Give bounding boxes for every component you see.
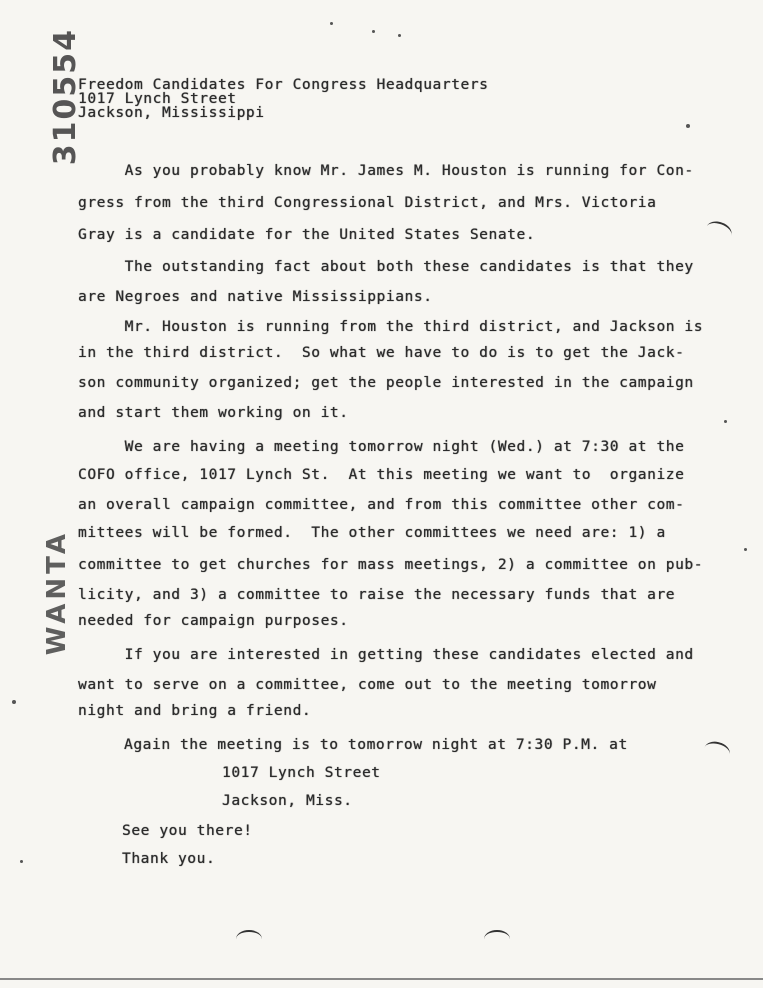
closing-reminder: Again the meeting is to tomorrow night at 7:30 P.M. at xyxy=(124,737,628,753)
scan-speck xyxy=(398,34,401,37)
body-line: mittees will be formed. The other committees we need are: 1) a xyxy=(78,525,666,541)
hole-punch-mark xyxy=(484,930,510,948)
archive-stamp-lower: WANTA xyxy=(42,530,72,656)
closing-thanks: Thank you. xyxy=(122,851,216,867)
scan-speck xyxy=(330,22,333,25)
body-line: in the third district. So what we have to do is to get the Jack- xyxy=(78,345,685,361)
body-line: want to serve on a committee, come out to the meeting tomorrow xyxy=(78,677,657,693)
scan-speck xyxy=(372,30,375,33)
body-line: licity, and 3) a committee to raise the necessary funds that are xyxy=(78,587,676,603)
scan-speck xyxy=(686,124,690,128)
letterhead-street: 1017 Lynch Street xyxy=(78,91,237,107)
scan-bottom-edge xyxy=(0,978,763,980)
scan-speck xyxy=(744,548,747,551)
body-line: We are having a meeting tomorrow night (Wed.) at 7:30 at the xyxy=(78,439,685,455)
body-line: COFO office, 1017 Lynch St. At this meeting we want to organize xyxy=(78,467,685,483)
archive-stamp-number: 310554 xyxy=(48,28,83,166)
scan-speck xyxy=(724,420,727,423)
closing-address-street: 1017 Lynch Street xyxy=(222,765,381,781)
body-line: committee to get churches for mass meetings, 2) a committee on pub- xyxy=(78,557,704,573)
body-line: son community organized; get the people interested in the campaign xyxy=(78,375,694,391)
body-line: As you probably know Mr. James M. Houston is running for Con- xyxy=(78,163,694,179)
closing-see-you: See you there! xyxy=(122,823,253,839)
scan-speck xyxy=(12,700,16,704)
body-line: are Negroes and native Mississippians. xyxy=(78,289,433,305)
body-line: night and bring a friend. xyxy=(78,703,312,719)
letterhead-title: Freedom Candidates For Congress Headquarters xyxy=(78,77,489,93)
hole-punch-mark xyxy=(702,739,732,763)
body-line: and start them working on it. xyxy=(78,405,349,421)
body-line: Mr. Houston is running from the third district, and Jackson is xyxy=(78,319,704,335)
body-line: If you are interested in getting these candidates elected and xyxy=(78,647,694,663)
body-line: Gray is a candidate for the United States Senate. xyxy=(78,227,536,243)
hole-punch-mark xyxy=(704,218,735,244)
scan-speck xyxy=(20,860,23,863)
body-line: needed for campaign purposes. xyxy=(78,613,349,629)
body-line: The outstanding fact about both these candidates is that they xyxy=(78,259,694,275)
closing-address-city: Jackson, Miss. xyxy=(222,793,353,809)
hole-punch-mark xyxy=(236,930,262,948)
body-line: gress from the third Congressional District, and Mrs. Victoria xyxy=(78,195,657,211)
letterhead-city: Jackson, Mississippi xyxy=(78,105,265,121)
body-line: an overall campaign committee, and from this committee other com- xyxy=(78,497,685,513)
